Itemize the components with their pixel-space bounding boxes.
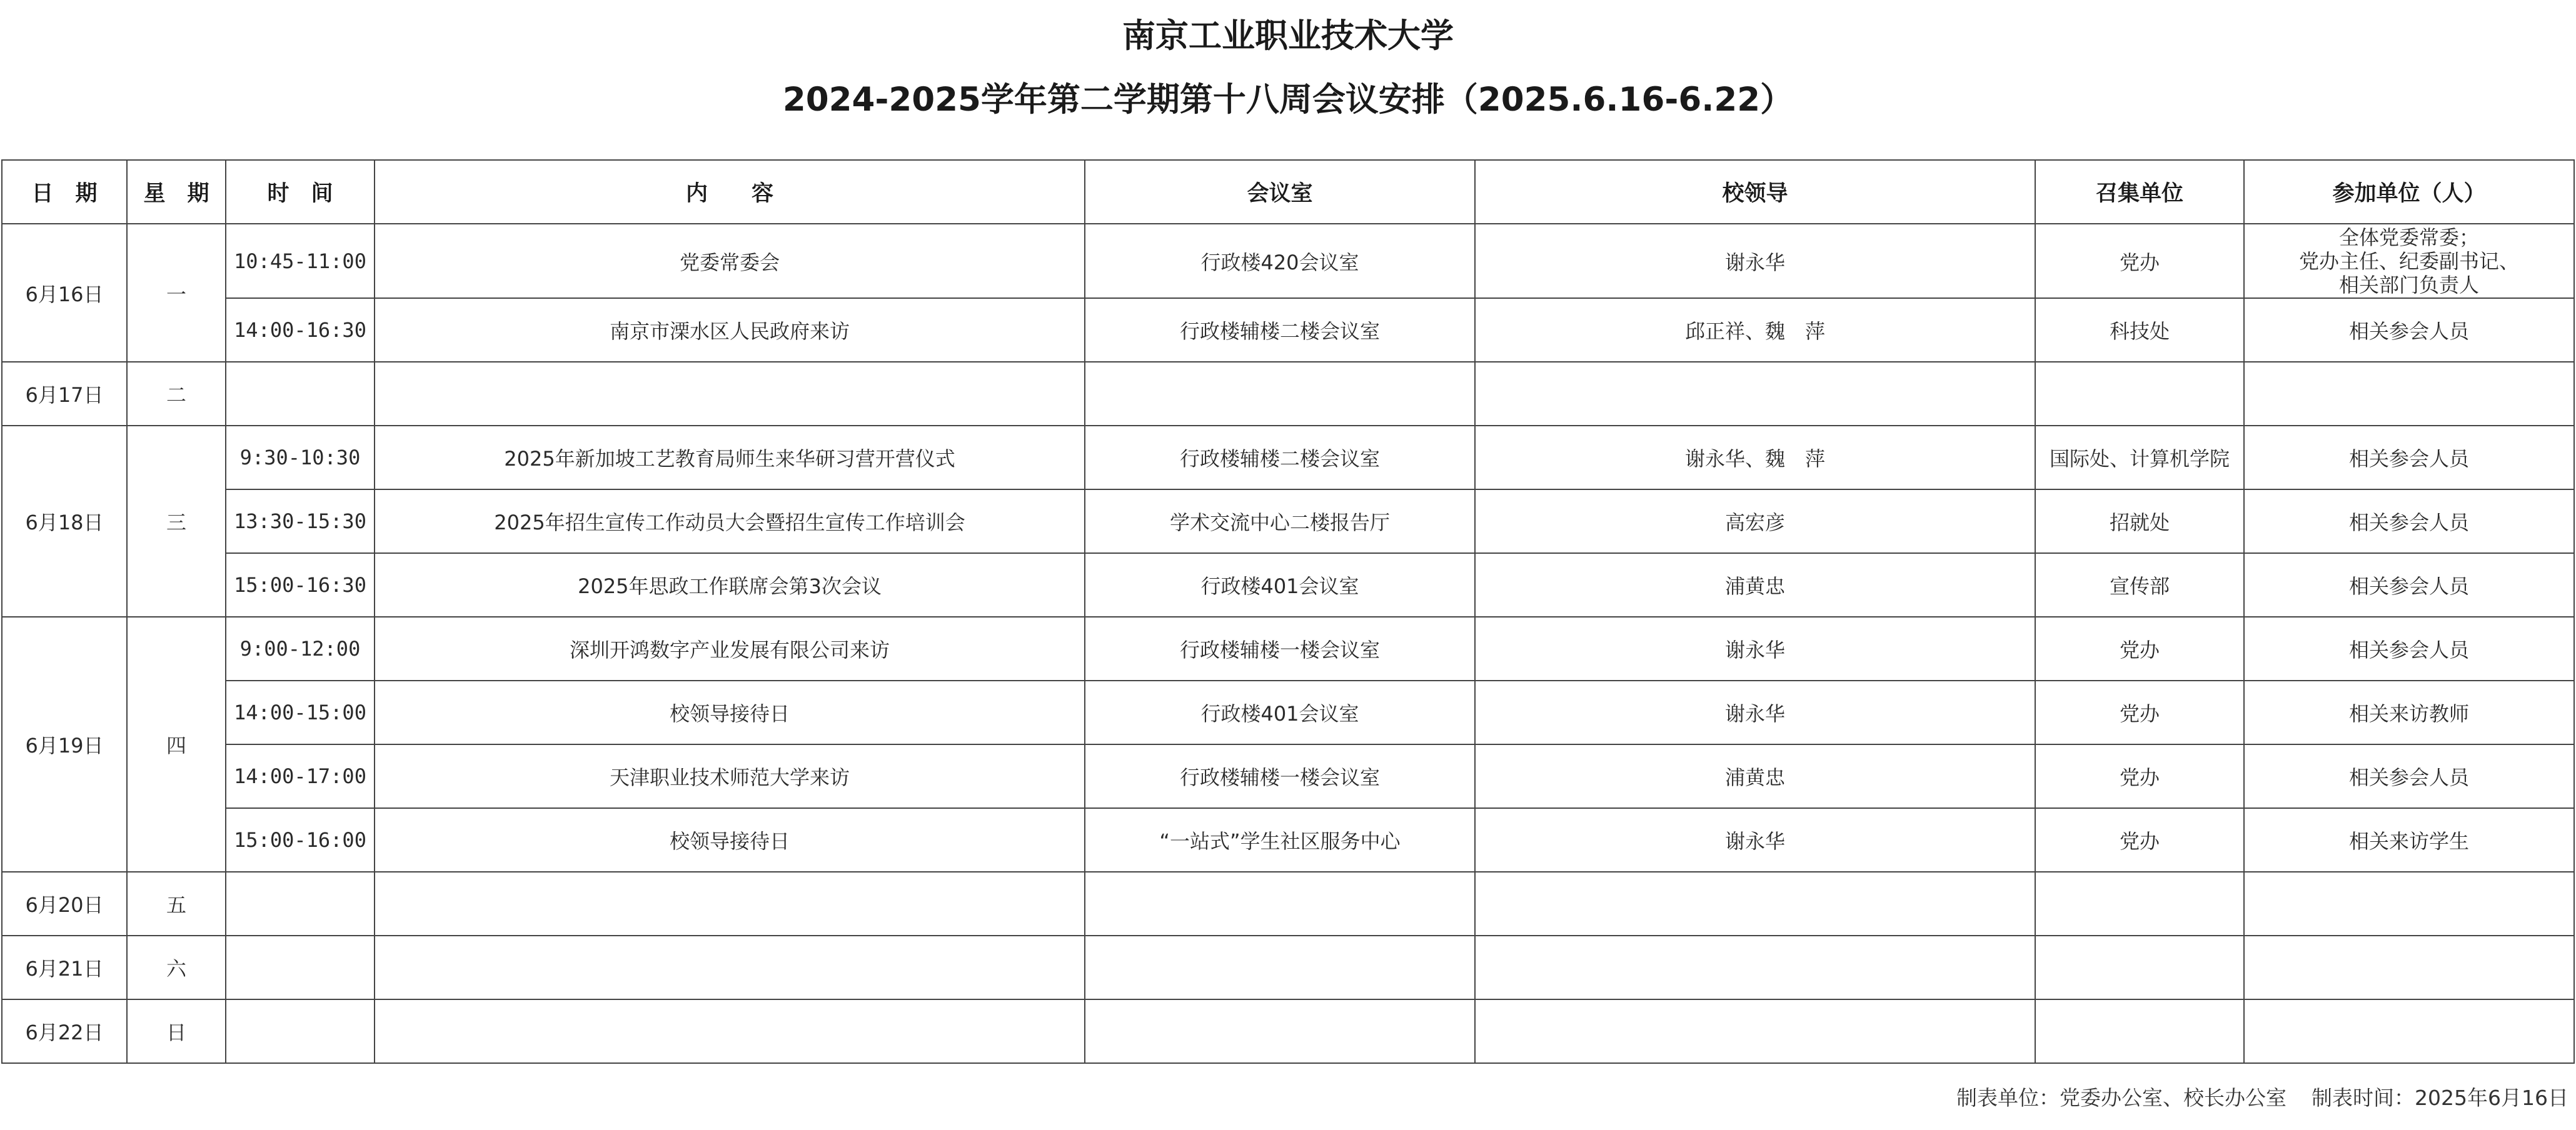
table-row <box>2 872 2574 936</box>
content-cell: 2025年招生宣传工作动员大会暨招生宣传工作培训会 <box>375 489 1085 553</box>
table-row <box>2 936 2574 999</box>
weekday-cell: 四 <box>127 617 226 872</box>
leader-cell: 谢永华 <box>1475 617 2035 681</box>
empty-cell <box>2035 362 2244 426</box>
room-cell: 行政楼辅楼二楼会议室 <box>1085 298 1475 362</box>
content-cell: 天津职业技术师范大学来访 <box>375 744 1085 808</box>
convener-cell: 党办 <box>2035 744 2244 808</box>
room-cell: 行政楼辅楼一楼会议室 <box>1085 617 1475 681</box>
table-row <box>2 617 2574 681</box>
empty-cell <box>2035 999 2244 1063</box>
time-cell: 13:30-15:30 <box>226 489 375 553</box>
weekday-cell: 三 <box>127 426 226 617</box>
empty-cell <box>2035 936 2244 999</box>
room-cell: 行政楼420会议室 <box>1085 224 1475 298</box>
convener-cell: 党办 <box>2035 617 2244 681</box>
page-subtitle: 2024-2025学年第二学期第十八周会议安排（2025.6.16-6.22） <box>782 81 1794 119</box>
footer <box>1931 1076 2568 1120</box>
attendees-cell: 相关参会人员 <box>2244 489 2574 553</box>
empty-cell <box>226 872 375 936</box>
column-header-leader: 校领导 <box>1475 160 2035 224</box>
attendees-cell: 相关来访学生 <box>2244 808 2574 872</box>
room-cell: 行政楼401会议室 <box>1085 553 1475 617</box>
leader-cell: 谢永华 <box>1475 808 2035 872</box>
empty-cell <box>226 362 375 426</box>
empty-cell <box>2244 872 2574 936</box>
time-cell: 10:45-11:00 <box>226 224 375 298</box>
column-header-weekday: 星 期 <box>127 160 226 224</box>
content-cell: 深圳开鸿数字产业发展有限公司来访 <box>375 617 1085 681</box>
attendees-cell: 相关参会人员 <box>2244 744 2574 808</box>
table-row <box>2 224 2574 298</box>
empty-cell <box>375 872 1085 936</box>
weekday-cell: 日 <box>127 999 226 1063</box>
date-cell: 6月16日 <box>2 224 127 362</box>
column-header-convener: 召集单位 <box>2035 160 2244 224</box>
table-header-row <box>2 160 2574 224</box>
empty-cell <box>1085 362 1475 426</box>
empty-cell <box>1475 872 2035 936</box>
table-row <box>2 808 2574 872</box>
time-cell: 14:00-17:00 <box>226 744 375 808</box>
meeting-schedule-table <box>1 159 2575 1064</box>
table-row <box>2 681 2574 744</box>
room-cell: 行政楼辅楼一楼会议室 <box>1085 744 1475 808</box>
empty-cell <box>2244 999 2574 1063</box>
content-cell: 2025年思政工作联席会第3次会议 <box>375 553 1085 617</box>
date-cell: 6月18日 <box>2 426 127 617</box>
table-row <box>2 744 2574 808</box>
convener-cell: 科技处 <box>2035 298 2244 362</box>
content-cell: 南京市溧水区人民政府来访 <box>375 298 1085 362</box>
convener-cell: 党办 <box>2035 808 2244 872</box>
time-cell: 9:00-12:00 <box>226 617 375 681</box>
time-cell: 15:00-16:00 <box>226 808 375 872</box>
time-cell: 15:00-16:30 <box>226 553 375 617</box>
empty-cell <box>1475 362 2035 426</box>
weekday-cell: 一 <box>127 224 226 362</box>
column-header-room: 会议室 <box>1085 160 1475 224</box>
convener-cell: 招就处 <box>2035 489 2244 553</box>
table-row <box>2 553 2574 617</box>
footer-time: 制表时间：2025年6月16日 <box>2312 1086 2568 1110</box>
weekday-cell: 二 <box>127 362 226 426</box>
empty-cell <box>375 999 1085 1063</box>
convener-cell: 宣传部 <box>2035 553 2244 617</box>
weekday-cell: 六 <box>127 936 226 999</box>
content-cell: 校领导接待日 <box>375 681 1085 744</box>
leader-cell: 浦黄忠 <box>1475 553 2035 617</box>
column-header-date: 日 期 <box>2 160 127 224</box>
content-cell: 校领导接待日 <box>375 808 1085 872</box>
attendees-line: 全体党委常委； <box>2338 225 2479 249</box>
leader-cell: 高宏彦 <box>1475 489 2035 553</box>
content-cell: 2025年新加坡工艺教育局师生来华研习营开营仪式 <box>375 426 1085 489</box>
time-cell: 14:00-15:00 <box>226 681 375 744</box>
table-row <box>2 298 2574 362</box>
content-cell: 党委常委会 <box>375 224 1085 298</box>
time-cell: 9:30-10:30 <box>226 426 375 489</box>
weekday-cell: 五 <box>127 872 226 936</box>
date-cell: 6月17日 <box>2 362 127 426</box>
attendees-cell: 相关参会人员 <box>2244 617 2574 681</box>
leader-cell: 浦黄忠 <box>1475 744 2035 808</box>
empty-cell <box>2244 362 2574 426</box>
convener-cell: 党办 <box>2035 224 2244 298</box>
convener-cell: 国际处、计算机学院 <box>2035 426 2244 489</box>
empty-cell <box>375 362 1085 426</box>
table-row <box>2 426 2574 489</box>
attendees-cell: 相关参会人员 <box>2244 298 2574 362</box>
room-cell: 行政楼辅楼二楼会议室 <box>1085 426 1475 489</box>
room-cell: 学术交流中心二楼报告厅 <box>1085 489 1475 553</box>
page-title: 南京工业职业技术大学 <box>1122 17 1454 55</box>
column-header-content: 内 容 <box>375 160 1085 224</box>
time-cell: 14:00-16:30 <box>226 298 375 362</box>
date-cell: 6月21日 <box>2 936 127 999</box>
empty-cell <box>226 936 375 999</box>
empty-cell <box>375 936 1085 999</box>
empty-cell <box>1475 999 2035 1063</box>
room-cell: “一站式”学生社区服务中心 <box>1085 808 1475 872</box>
table-row <box>2 489 2574 553</box>
date-cell: 6月22日 <box>2 999 127 1063</box>
footer-unit: 制表单位：党委办公室、校长办公室 <box>1956 1086 2287 1110</box>
column-header-time: 时 间 <box>226 160 375 224</box>
empty-cell <box>1085 999 1475 1063</box>
attendees-line: 党办主任、纪委副书记、 <box>2298 249 2519 273</box>
empty-cell <box>1085 936 1475 999</box>
leader-cell: 谢永华、魏 萍 <box>1475 426 2035 489</box>
attendees-cell: 相关来访教师 <box>2244 681 2574 744</box>
attendees-cell: 相关参会人员 <box>2244 426 2574 489</box>
convener-cell: 党办 <box>2035 681 2244 744</box>
leader-cell: 谢永华 <box>1475 681 2035 744</box>
column-header-attendees: 参加单位（人） <box>2244 160 2574 224</box>
date-cell: 6月19日 <box>2 617 127 872</box>
leader-cell: 谢永华 <box>1475 224 2035 298</box>
table-row <box>2 362 2574 426</box>
empty-cell <box>2244 936 2574 999</box>
attendees-cell: 相关参会人员 <box>2244 553 2574 617</box>
empty-cell <box>2035 872 2244 936</box>
leader-cell: 邱正祥、魏 萍 <box>1475 298 2035 362</box>
attendees-line: 相关部门负责人 <box>2338 272 2479 297</box>
room-cell: 行政楼401会议室 <box>1085 681 1475 744</box>
date-cell: 6月20日 <box>2 872 127 936</box>
empty-cell <box>1085 872 1475 936</box>
table-row <box>2 999 2574 1063</box>
attendees-cell <box>2244 224 2574 298</box>
empty-cell <box>1475 936 2035 999</box>
empty-cell <box>226 999 375 1063</box>
